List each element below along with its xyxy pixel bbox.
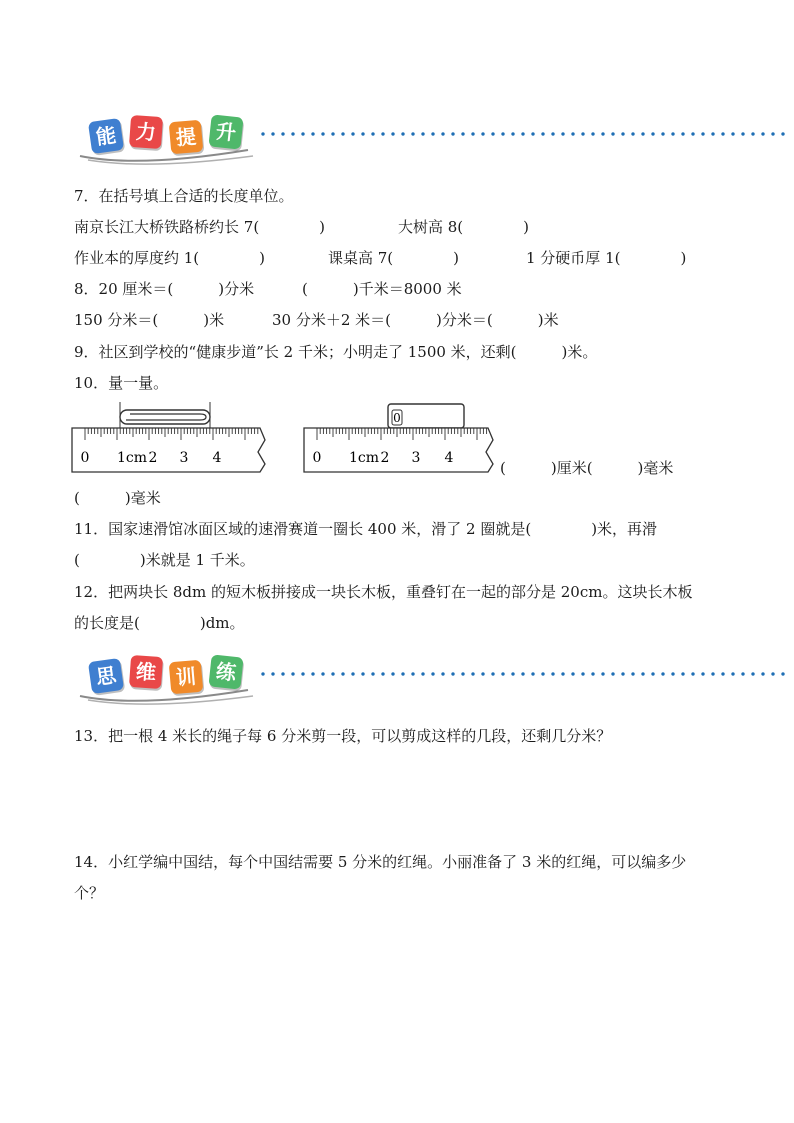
q7-item-bridge: 南京长江大桥铁路桥约长 7( ) (74, 218, 326, 236)
banner-char-3: 训 (169, 660, 204, 695)
q9-text: 9．社区到学校的“健康步道”长 2 千米；小明走了 1500 米，还剩( )米。 (74, 343, 598, 361)
ruler-label-0: 0 (312, 450, 322, 466)
q7-item-desk: 课桌高 7( ) (328, 249, 460, 267)
banner-char-2: 力 (129, 115, 163, 149)
dotted-divider (258, 672, 788, 676)
q11-line-1: 11．国家速滑馆冰面区域的速滑赛道一圈长 400 米，滑了 2 圈就是( )米，再滑 (74, 520, 658, 538)
ruler-label-3: 3 (179, 450, 189, 466)
q13-text: 13．把一根 4 米长的绳子每 6 分米剪一段，可以剪成这样的几段，还剩几分米？ (74, 727, 612, 745)
eraser-icon (388, 404, 464, 428)
q7-item-tree: 大树高 8( ) (398, 218, 530, 236)
q8-item-d: 30 分米＋2 米＝( )分米＝( )米 (272, 311, 559, 329)
ruler-label-1cm: 1cm (348, 450, 380, 466)
q11-line-2: ( )米就是 1 千米。 (74, 551, 255, 569)
banner-char-1: 能 (88, 118, 124, 154)
q7-item-coin: 1 分硬币厚 1( ) (526, 249, 687, 267)
q12-line-1: 12．把两块长 8dm 的短木板拼接成一块长木板，重叠钉在一起的部分是 20cm。这块长木板 (74, 583, 693, 601)
ruler-label-3: 3 (411, 450, 421, 466)
q10-answer-cm-mm: ( )厘米( )毫米 (500, 459, 674, 477)
q7-item-notebook: 作业本的厚度约 1( ) (74, 249, 266, 267)
banner-char-3: 提 (169, 120, 204, 155)
paper-clip-icon (120, 402, 210, 428)
eraser-label: 0 (393, 411, 401, 425)
ruler-body (304, 428, 493, 472)
dotted-divider (258, 132, 788, 136)
q10-title: 10．量一量。 (74, 374, 169, 392)
banner-char-1: 思 (88, 658, 124, 694)
q14-line-1: 14．小红学编中国结，每个中国结需要 5 分米的红绳。小丽准备了 3 米的红绳，可以编多少 (74, 853, 687, 871)
q14-line-2: 个？ (74, 884, 105, 902)
q7-title: 7．在括号填上合适的长度单位。 (74, 187, 294, 205)
ruler-label-2: 2 (380, 450, 390, 466)
ruler-figure-2 (302, 398, 502, 476)
q8-item-b: ( )千米＝8000 米 (302, 280, 462, 298)
q8-item-c: 150 分米＝( )米 (74, 311, 225, 329)
ruler-label-1cm: 1cm (116, 450, 148, 466)
ruler-figure-1 (70, 398, 270, 476)
ruler-label-0: 0 (80, 450, 90, 466)
q12-line-2: 的长度是( )dm。 (74, 614, 245, 632)
ruler-label-4: 4 (444, 450, 454, 466)
banner-char-4: 升 (208, 114, 243, 149)
banner-char-2: 维 (129, 655, 163, 689)
ruler-label-2: 2 (148, 450, 158, 466)
banner-char-4: 练 (208, 654, 243, 689)
q8-item-a: 8．20 厘米＝( )分米 (74, 280, 255, 298)
q10-answer-mm: ( )毫米 (74, 489, 161, 507)
section-banner-thinking (78, 652, 718, 702)
ruler-label-4: 4 (212, 450, 222, 466)
section-banner-ability (78, 112, 718, 162)
